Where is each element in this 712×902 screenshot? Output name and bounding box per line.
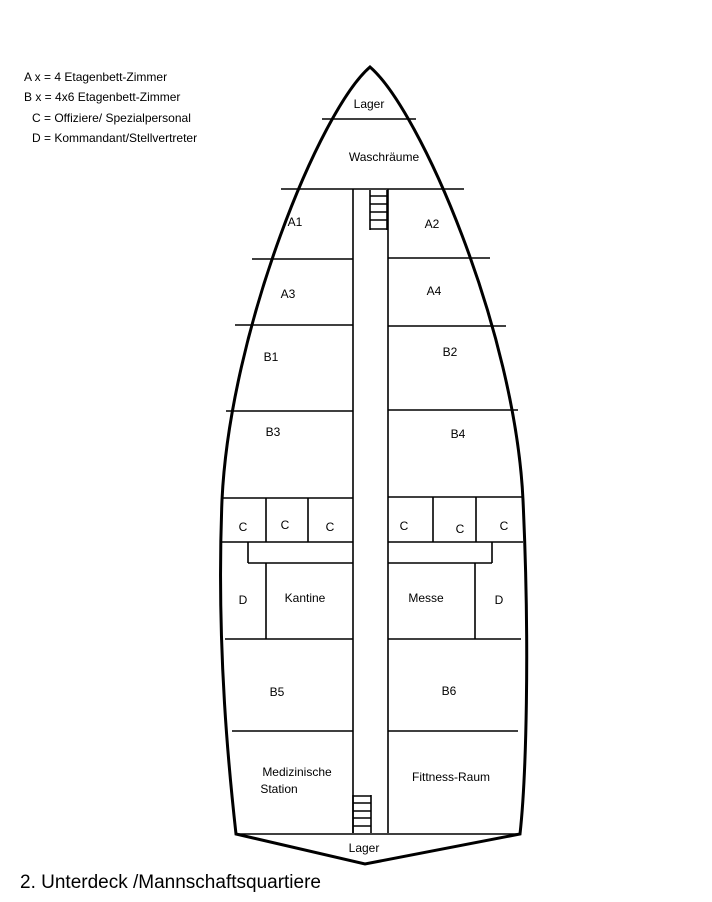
legend-line-c: C = Offiziere/ Spezialpersonal <box>32 111 191 125</box>
room-label-c-4: C <box>399 519 409 533</box>
room-label-b5: B5 <box>269 685 285 699</box>
room-label-a1: A1 <box>287 215 303 229</box>
room-label-a3: A3 <box>280 287 296 301</box>
room-label-station: Station <box>260 782 298 796</box>
room-label-kantine: Kantine <box>284 591 326 605</box>
room-label-a2: A2 <box>424 217 440 231</box>
room-label-c-5: C <box>455 522 465 536</box>
legend-line-d: D = Kommandant/Stellvertreter <box>32 131 198 145</box>
legend-line-a: A x = 4 Etagenbett-Zimmer <box>24 70 168 84</box>
ladder-lower <box>353 795 371 833</box>
room-label-b4: B4 <box>450 427 466 441</box>
legend-line-b: B x = 4x6 Etagenbett-Zimmer <box>24 90 181 104</box>
ladder-upper <box>370 190 387 230</box>
room-label-lager-bow: Lager <box>353 97 385 111</box>
room-label-a4: A4 <box>426 284 442 298</box>
room-label-b2: B2 <box>442 345 458 359</box>
room-label-c-6: C <box>499 519 509 533</box>
room-label-fitness: Fittness-Raum <box>411 770 491 784</box>
room-label-waschraeume: Waschräume <box>348 150 420 164</box>
room-label-medizinische: Medizinische <box>262 765 332 779</box>
room-label-b1: B1 <box>263 350 279 364</box>
room-label-c-2: C <box>280 518 290 532</box>
room-label-c-3: C <box>325 520 335 534</box>
room-label-b6: B6 <box>441 684 457 698</box>
room-label-d-right: D <box>494 593 504 607</box>
hull-outline <box>221 67 527 864</box>
room-label-b3: B3 <box>265 425 281 439</box>
room-label-d-left: D <box>238 593 248 607</box>
room-label-c-1: C <box>238 520 248 534</box>
page-caption: 2. Unterdeck /Mannschaftsquartiere <box>20 872 321 893</box>
room-label-messe: Messe <box>408 591 444 605</box>
room-label-lager-stern: Lager <box>348 841 380 855</box>
